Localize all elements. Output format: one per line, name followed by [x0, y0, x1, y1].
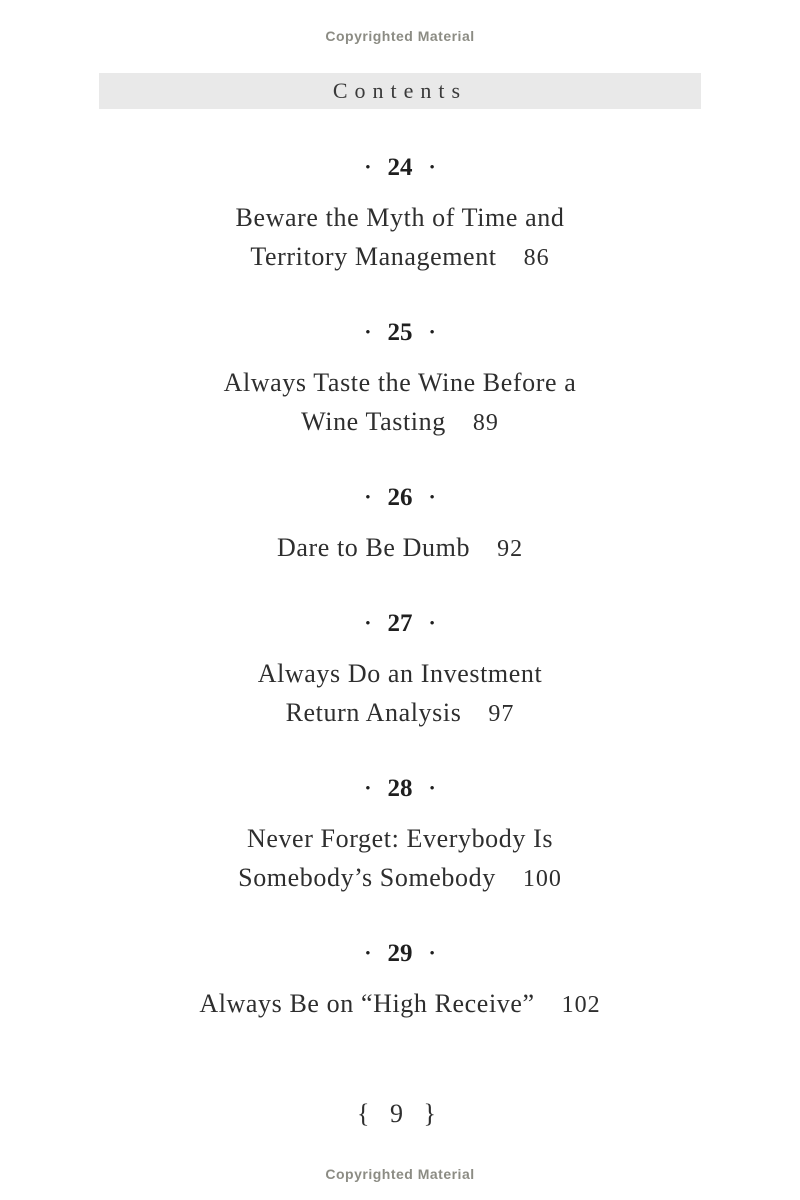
- chapter-title-text: Return Analysis: [285, 698, 462, 727]
- chapter-title-text: Wine Tasting: [301, 407, 446, 436]
- chapter-title-text: Somebody’s Somebody: [238, 863, 496, 892]
- chapter-title-line: [0, 402, 800, 443]
- chapter-number-line: [0, 609, 800, 639]
- chapter-number: 27: [387, 610, 413, 637]
- chapter-title: [0, 363, 800, 443]
- chapter-number: 28: [387, 775, 413, 802]
- copyright-notice-top: Copyrighted Material: [325, 28, 475, 44]
- chapter-number-line: [0, 939, 800, 969]
- chapter-title-line: [0, 984, 800, 1025]
- chapter-title-text: Territory Management: [250, 242, 497, 271]
- chapter-title-text: Always Be on “High Receive”: [199, 989, 535, 1018]
- bullet-icon: •: [429, 160, 435, 176]
- chapter-title-line: [0, 237, 800, 278]
- chapter-page-number: 92: [497, 536, 524, 562]
- chapter-title: [0, 984, 800, 1025]
- page-title: Contents: [332, 78, 468, 103]
- chapter-page-number: 89: [472, 410, 499, 436]
- bullet-icon: •: [365, 490, 371, 506]
- chapter-number: 25: [387, 319, 413, 346]
- chapter-title-line: Beware the Myth of Time and: [235, 203, 565, 232]
- chapter-title-line: [0, 528, 800, 569]
- chapter-title-line: Always Do an Investment: [257, 659, 543, 688]
- toc-entry-25: [0, 318, 800, 443]
- bullet-icon: •: [429, 490, 435, 506]
- chapter-page-number: 100: [522, 866, 562, 892]
- chapter-page-number: 97: [488, 701, 515, 727]
- toc-entry-26: [0, 483, 800, 569]
- bullet-icon: •: [429, 946, 435, 962]
- bullet-icon: •: [365, 325, 371, 341]
- chapter-title: [0, 654, 800, 734]
- bullet-icon: •: [429, 325, 435, 341]
- toc-entry-27: [0, 609, 800, 734]
- chapter-page-number: 102: [561, 992, 601, 1018]
- chapter-title: [0, 528, 800, 569]
- bullet-icon: •: [429, 616, 435, 632]
- chapter-number: 26: [387, 484, 413, 511]
- chapter-title-line: Never Forget: Everybody Is: [246, 824, 554, 853]
- chapter-number-line: [0, 318, 800, 348]
- chapter-title-text: Dare to Be Dumb: [276, 533, 471, 562]
- copyright-notice-bottom: Copyrighted Material: [325, 1166, 475, 1182]
- chapter-number-line: [0, 153, 800, 183]
- chapter-number-line: [0, 483, 800, 513]
- bullet-icon: •: [365, 946, 371, 962]
- page-folio: { 9 }: [357, 1099, 443, 1128]
- chapter-number: 24: [387, 154, 413, 181]
- chapter-title-line: [0, 693, 800, 734]
- chapter-page-number: 86: [523, 245, 550, 271]
- bullet-icon: •: [365, 160, 371, 176]
- chapter-number-line: [0, 774, 800, 804]
- bullet-icon: •: [365, 616, 371, 632]
- chapter-title: [0, 198, 800, 278]
- chapter-title-line: [0, 858, 800, 899]
- toc-entries: [0, 153, 800, 1025]
- toc-entry-28: [0, 774, 800, 899]
- bullet-icon: •: [365, 781, 371, 797]
- chapter-title-line: Always Taste the Wine Before a: [223, 368, 577, 397]
- contents-header-bar: [99, 73, 701, 109]
- chapter-number: 29: [387, 940, 413, 967]
- chapter-title: [0, 819, 800, 899]
- bullet-icon: •: [429, 781, 435, 797]
- toc-entry-24: [0, 153, 800, 278]
- toc-entry-29: [0, 939, 800, 1025]
